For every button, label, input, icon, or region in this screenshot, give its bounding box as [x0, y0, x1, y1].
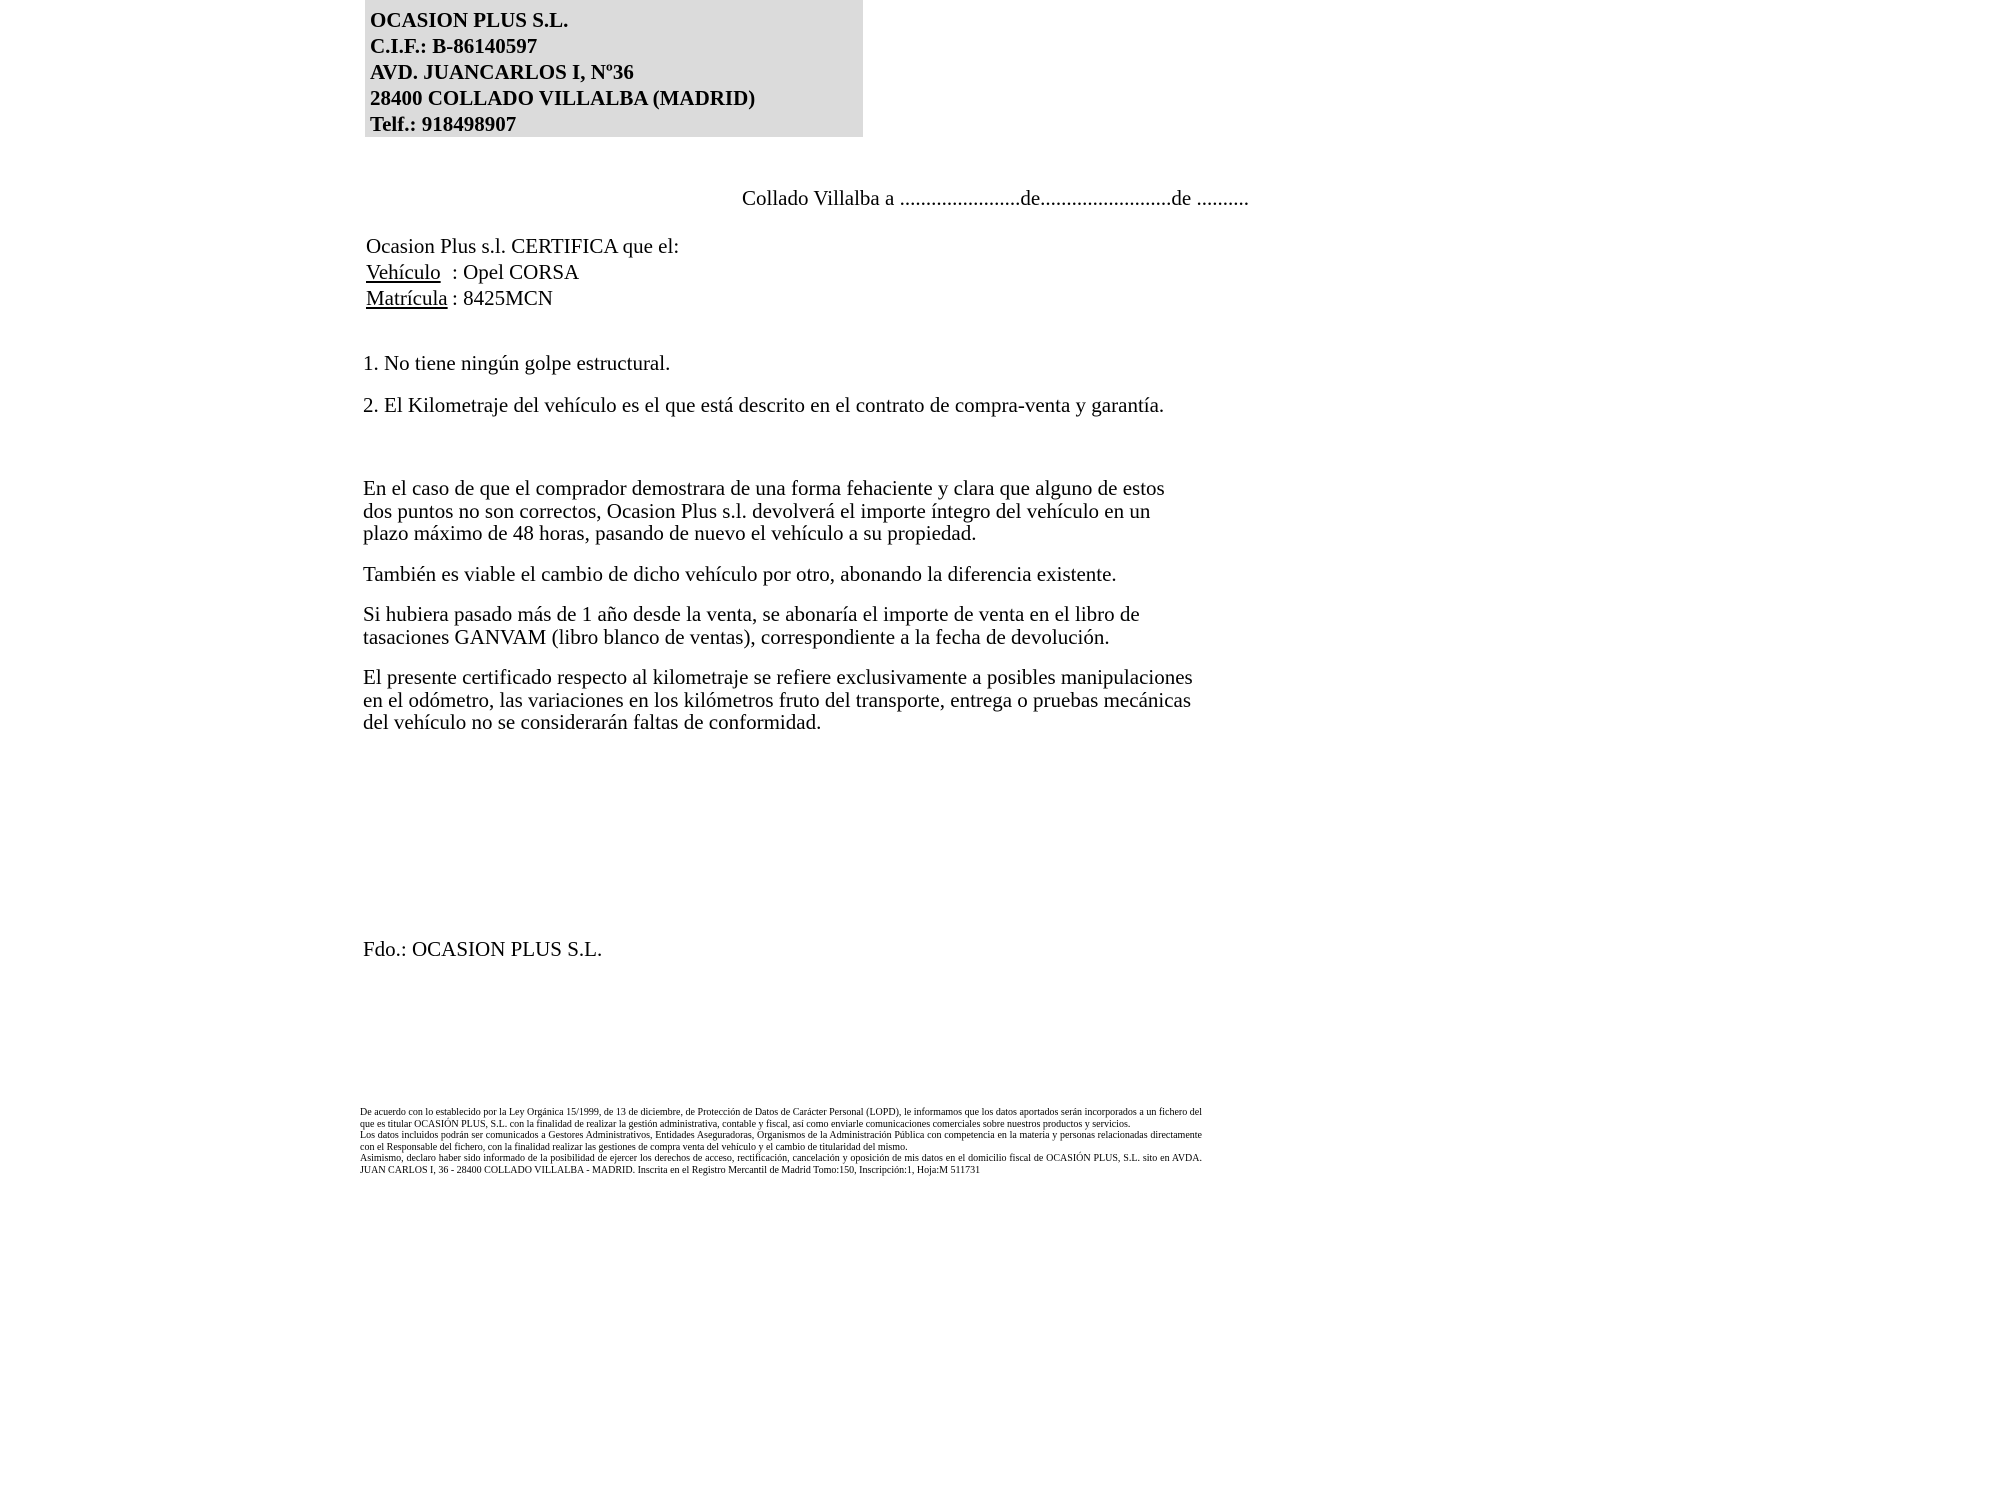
- legal-paragraph-rights: Asimismo, declaro haber sido informado de la posibilidad de ejercer los derechos de acceso, rectificación, cancelación y oposición de mis datos en el domicilio fiscal de OCASIÓN PLUS, S.L. sito en AVDA. JUAN CARLOS I, 36 - 28400 COLLADO VILLALBA - MADRID. Inscrita en el Registro Mercantil de Madrid Tomo:150, Inscripción:1, Hoja:M 511731: [360, 1153, 1202, 1176]
- plate-row: [366, 285, 679, 311]
- company-address: AVD. JUANCARLOS I, Nº36: [370, 60, 634, 84]
- certifies-intro: Ocasion Plus s.l. CERTIFICA que el:: [366, 234, 680, 258]
- company-header-box: [365, 0, 863, 137]
- legal-footer: [360, 1107, 1202, 1177]
- vehicle-label: Vehículo: [366, 260, 441, 284]
- paragraph-ganvam: Si hubiera pasado más de 1 año desde la venta, se abonaría el importe de venta en el libro de tasaciones GANVAM (libro blanco de ventas), correspondiente a la fecha de devolución.: [363, 602, 1140, 649]
- company-city: 28400 COLLADO VILLALBA (MADRID): [370, 86, 756, 110]
- paragraph-refund: En el caso de que el comprador demostrara de una forma fehaciente y clara que alguno de estos dos puntos no son correctos, Ocasion Plus s.l. devolverá el importe íntegro del vehículo en un plazo máximo de 48 horas, pasando de nuevo el vehículo a su propiedad.: [363, 476, 1165, 545]
- point-1: 1. No tiene ningún golpe estructural.: [363, 351, 671, 375]
- vehicle-label-cell: [366, 259, 452, 285]
- plate-label: Matrícula: [366, 286, 448, 310]
- signature-line: Fdo.: OCASION PLUS S.L.: [363, 937, 603, 961]
- company-name: OCASION PLUS S.L.: [370, 8, 569, 32]
- vehicle-row: [366, 259, 679, 285]
- company-cif: C.I.F.: B-86140597: [370, 34, 538, 58]
- body-text: [363, 352, 1193, 752]
- plate-value: : 8425MCN: [452, 286, 553, 310]
- vehicle-value: : Opel CORSA: [452, 260, 580, 284]
- paragraph-odometer: El presente certificado respecto al kilometraje se refiere exclusivamente a posibles manipulaciones en el odómetro, las variaciones en los kilómetros fruto del transporte, entrega o pruebas mecánicas del vehículo no se considerarán faltas de conformidad.: [363, 665, 1193, 734]
- company-phone: Telf.: 918498907: [370, 112, 517, 136]
- paragraph-exchange: También es viable el cambio de dicho vehículo por otro, abonando la diferencia existente.: [363, 561, 1117, 586]
- point-2: 2. El Kilometraje del vehículo es el que está descrito en el contrato de compra-venta y garantía.: [363, 392, 1165, 417]
- date-line: Collado Villalba a .......................de.........................de ..........: [742, 186, 1249, 210]
- legal-paragraph-lopd: De acuerdo con lo establecido por la Ley Orgánica 15/1999, de 13 de diciembre, de Protección de Datos de Carácter Personal (LOPD), le informamos que los datos aportados serán incorporados a un fichero del que es titular OCASIÓN PLUS, S.L. con la finalidad de realizar la gestión administrativa, contable y fiscal, así como enviarle comunicaciones comerciales sobre nuestros productos y servicios.: [360, 1107, 1202, 1130]
- legal-paragraph-data-sharing: Los datos incluidos podrán ser comunicados a Gestores Administrativos, Entidades Aseguradoras, Organismos de la Administración Pública con competencia en la materia y personas relacionadas directamente con el Responsable del fichero, con la finalidad realizar las gestiones de compra venta del vehículo y el cambio de titularidad del mismo.: [360, 1130, 1202, 1153]
- certification-block: [366, 233, 679, 311]
- plate-label-cell: [366, 285, 452, 311]
